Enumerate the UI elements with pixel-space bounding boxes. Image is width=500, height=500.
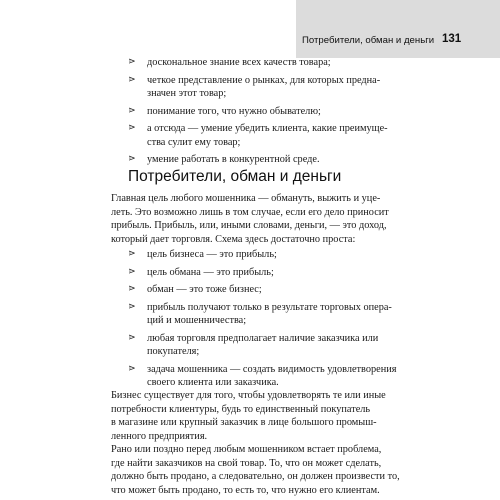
section-title: Потребители, обман и деньги bbox=[128, 168, 342, 185]
paragraph-line: Рано или поздно перед любым мошенником встает проблема, bbox=[111, 444, 382, 455]
arrowhead-bullet-icon: ⋗ bbox=[128, 333, 136, 344]
arrowhead-bullet-icon: ⋗ bbox=[128, 123, 136, 134]
list-item bbox=[128, 74, 388, 101]
list-item-text: покупателя; bbox=[147, 346, 200, 358]
arrowhead-bullet-icon: ⋗ bbox=[128, 266, 136, 277]
paragraph-line: Главная цель любого мошенника — обмануть, выжить и уце- bbox=[111, 193, 381, 204]
list-item-text: цель бизнеса — это прибыль; bbox=[147, 249, 277, 260]
list-item-text: обман — это тоже бизнес; bbox=[147, 284, 262, 296]
arrowhead-bullet-icon: ⋗ bbox=[128, 154, 136, 165]
list-item bbox=[128, 248, 388, 261]
arrowhead-bullet-icon: ⋗ bbox=[128, 302, 136, 313]
list-item-text: своего клиента или заказчика. bbox=[147, 377, 279, 389]
list-item bbox=[128, 56, 388, 69]
page-number: 131 bbox=[442, 33, 462, 45]
paragraph-line: Бизнес существует для того, чтобы удовлетворять те или иные bbox=[111, 390, 386, 401]
paragraph-line: ленного предприятия. bbox=[111, 430, 208, 442]
list-item bbox=[128, 363, 397, 390]
list-item-text: четкое представление о рынках, для которых предна- bbox=[147, 74, 381, 86]
arrowhead-bullet-icon: ⋗ bbox=[128, 249, 136, 259]
arrowhead-bullet-icon: ⋗ bbox=[128, 364, 136, 375]
bullet-list-scheme bbox=[128, 248, 397, 394]
list-item bbox=[128, 105, 388, 118]
arrowhead-bullet-icon: ⋗ bbox=[128, 74, 136, 85]
paragraph-business bbox=[111, 389, 386, 443]
list-item-text: прибыль получают только в результате торговых опера- bbox=[147, 302, 392, 314]
running-title: Потребители, обман и деньги bbox=[302, 35, 435, 46]
list-item-text: любая торговля предполагает наличие заказчика или bbox=[147, 333, 379, 345]
paragraph-line: потребности клиентуры, будь то единственный покупатель bbox=[111, 403, 371, 415]
list-item-text: ства сулит ему товар; bbox=[147, 136, 241, 148]
list-item bbox=[128, 122, 388, 149]
list-item bbox=[128, 266, 388, 279]
paragraph-line: должно быть продано, а следовательно, он должен произвести то, bbox=[111, 471, 400, 482]
list-item-text: цель обмана — это прибыль; bbox=[147, 266, 274, 278]
paragraph-line: прибыль. Прибыль, или, иными словами, деньги, — это доход, bbox=[111, 220, 387, 231]
list-item bbox=[128, 332, 388, 359]
paragraph-line: что может быть продано, то есть то, что нужно его клиентам. bbox=[111, 484, 380, 496]
list-item-text: доскональное знание всех качеств товара; bbox=[147, 57, 331, 68]
list-item-text: понимание того, что нужно обывателю; bbox=[147, 105, 321, 117]
list-item-text: ций и мошенничества; bbox=[147, 315, 247, 327]
paragraph-line: где найти заказчиков на свой товар. То, что он может сделать, bbox=[111, 457, 382, 469]
list-item-text: умение работать в конкурентной среде. bbox=[147, 154, 320, 166]
arrowhead-bullet-icon: ⋗ bbox=[128, 105, 136, 116]
paragraph-line: леть. Это возможно лишь в том случае, если его дело приносит bbox=[111, 206, 389, 218]
list-item-text: значен этот товар; bbox=[147, 87, 227, 99]
arrowhead-bullet-icon: ⋗ bbox=[128, 57, 136, 67]
header-bar bbox=[296, 0, 500, 58]
paragraph-line: в магазине или крупный заказчик в лице большого промыш- bbox=[111, 417, 377, 428]
paragraph-line: который дает торговля. Схема здесь достаточно проста: bbox=[111, 233, 356, 245]
paragraph-intro bbox=[111, 192, 389, 246]
list-item bbox=[128, 283, 388, 296]
paragraph-customers bbox=[111, 443, 400, 497]
arrowhead-bullet-icon: ⋗ bbox=[128, 284, 136, 295]
list-item bbox=[128, 153, 388, 166]
list-item-text: а отсюда — умение убедить клиента, какие преимуще- bbox=[147, 123, 388, 135]
list-item bbox=[128, 301, 392, 328]
list-item-text: задача мошенника — создать видимость удовлетворения bbox=[147, 364, 397, 376]
bullet-list-top bbox=[128, 56, 388, 171]
